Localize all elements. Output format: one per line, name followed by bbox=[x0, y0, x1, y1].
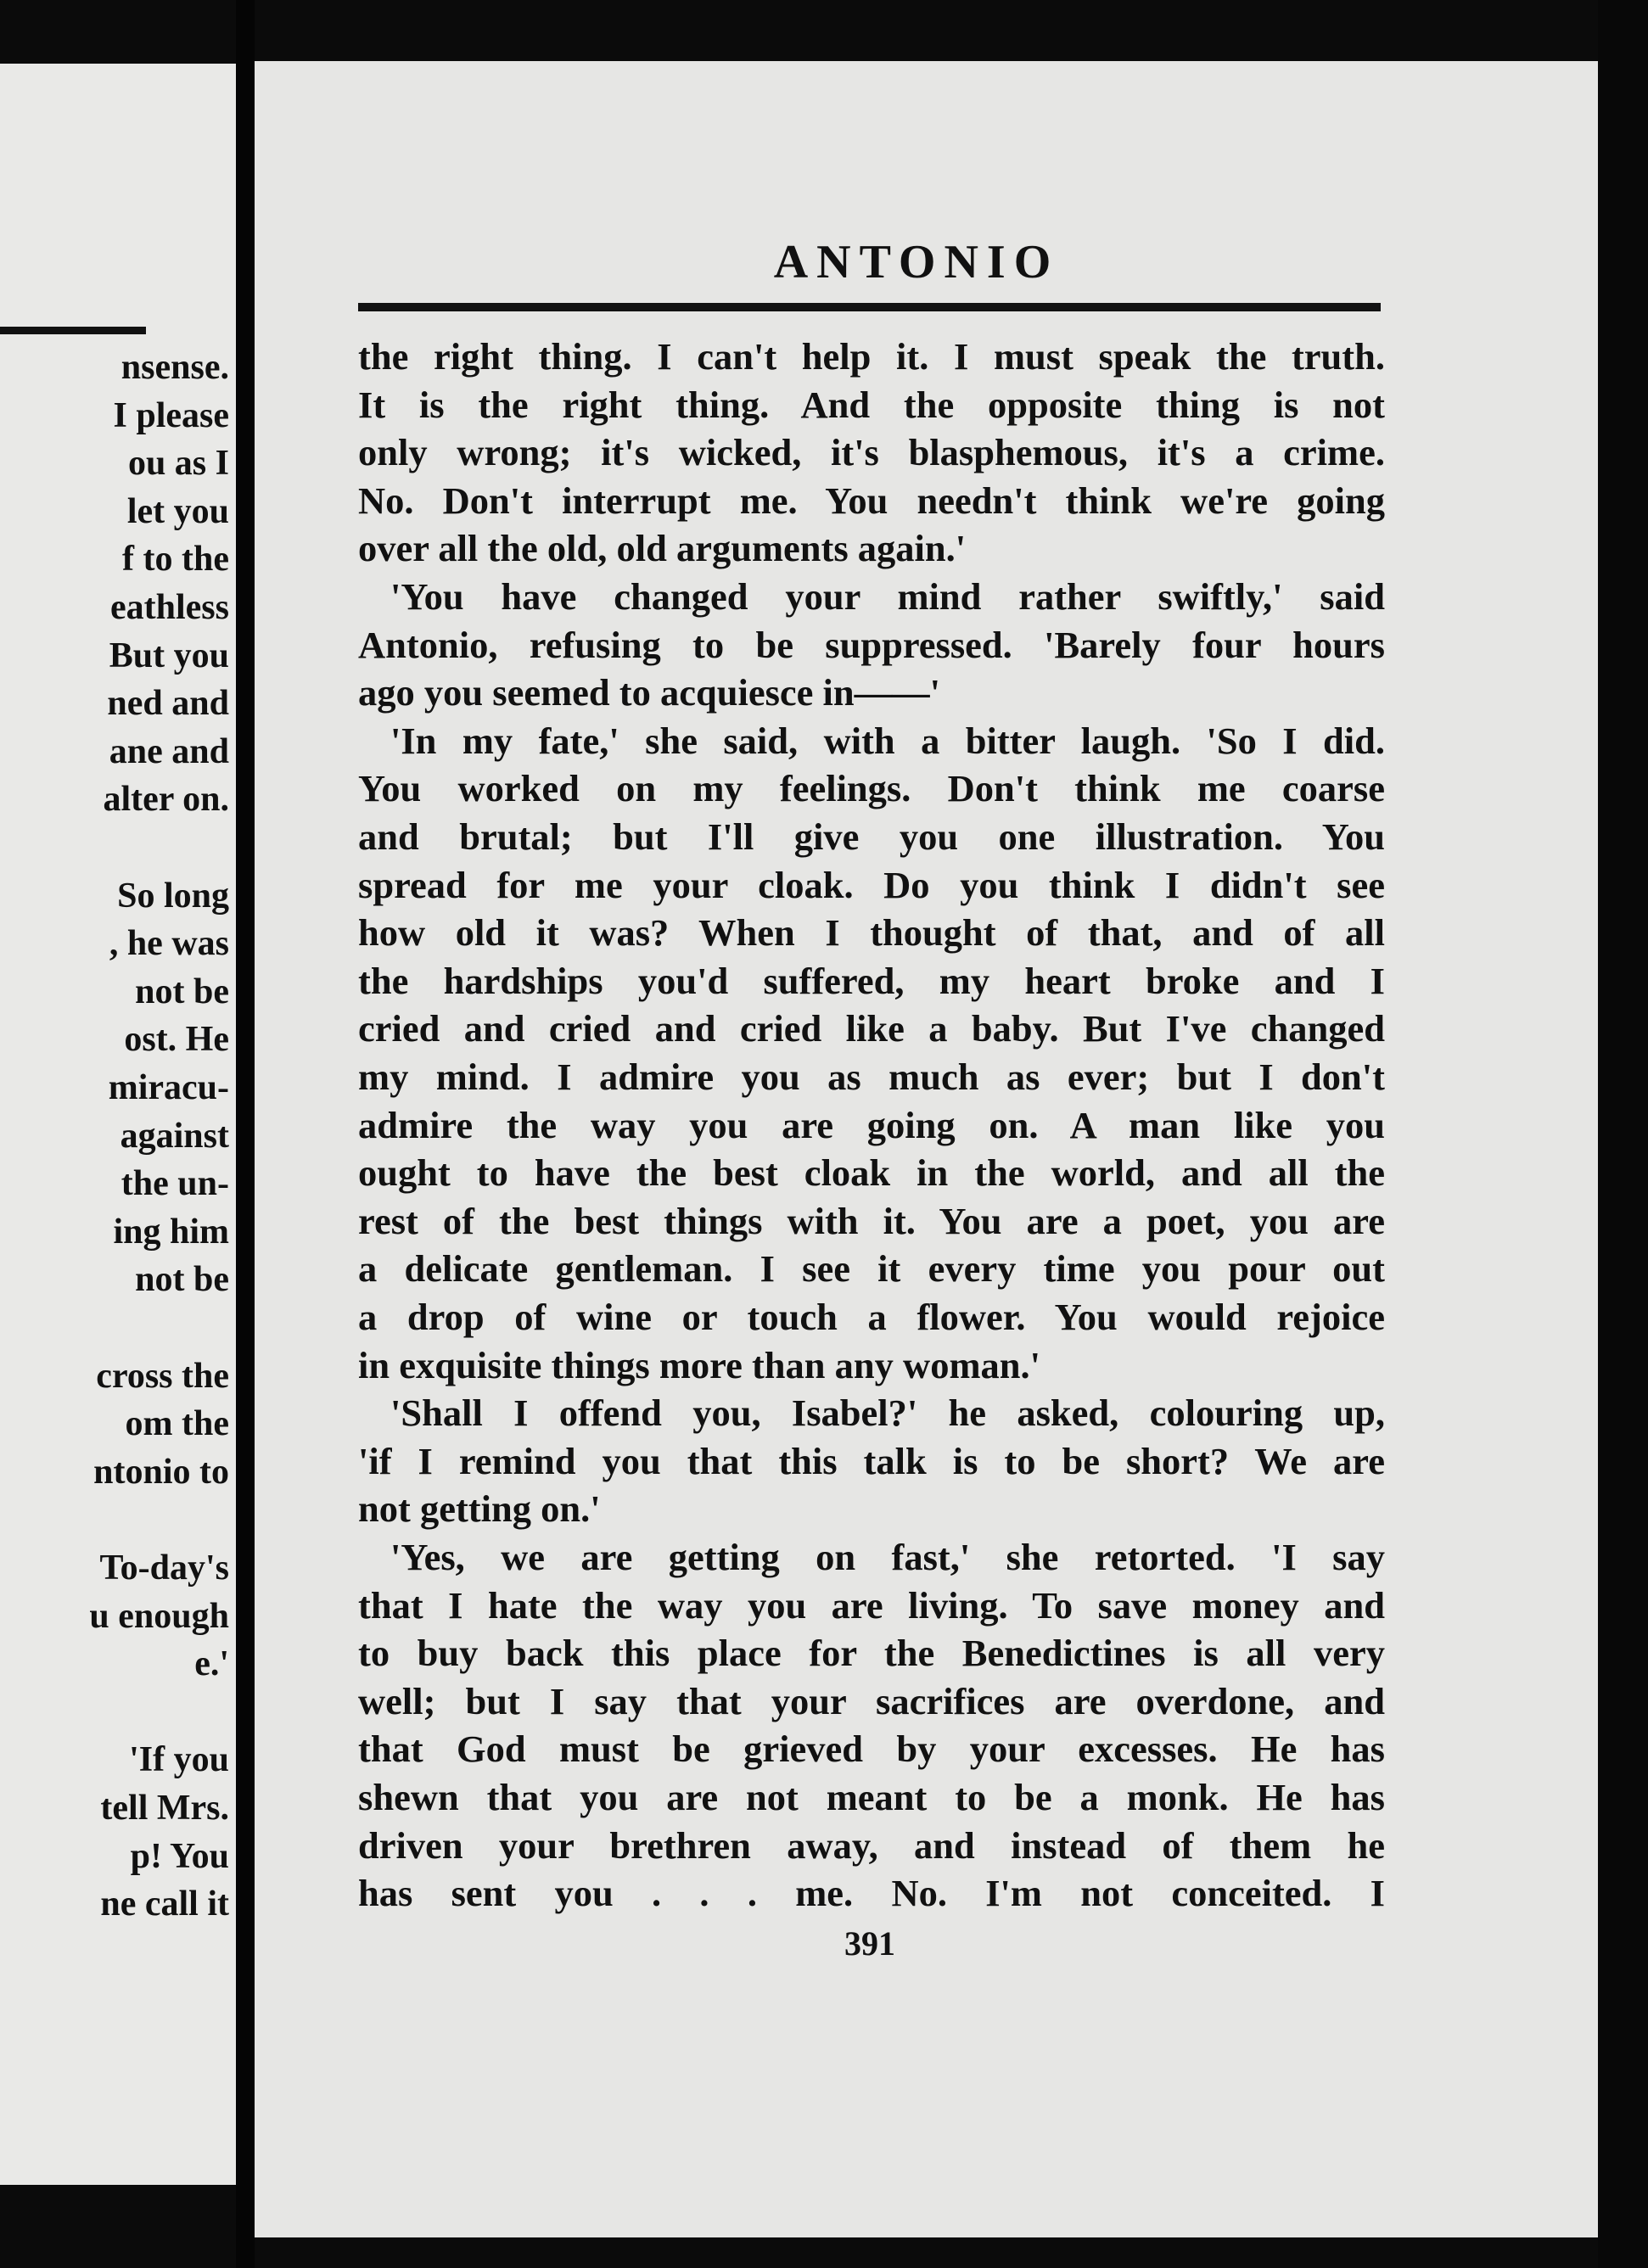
text-line: my mind. I admire you as much as ever; but I don't bbox=[358, 1056, 1385, 1098]
facing-text-line: ing him bbox=[113, 1212, 229, 1252]
text-line: rest of the best things with it. You are a poet, you are bbox=[358, 1199, 1385, 1242]
text-line: has sent you . . . me. No. I'm not conceited. I bbox=[358, 1872, 1385, 1915]
scan-border bbox=[1598, 0, 1648, 2268]
facing-text-line: ane and bbox=[109, 731, 229, 771]
text-line: 'In my fate,' she said, with a bitter laugh. 'So I did. bbox=[390, 719, 1385, 762]
text-line: shewn that you are not meant to be a monk. He has bbox=[358, 1776, 1385, 1818]
text-line: ago you seemed to acquiesce in——' bbox=[358, 671, 940, 714]
facing-text-line: let you bbox=[126, 491, 229, 531]
text-line: in exquisite things more than any woman.' bbox=[358, 1343, 1040, 1386]
facing-page bbox=[0, 64, 236, 2185]
text-line: a delicate gentleman. I see it every time you pour out bbox=[358, 1247, 1385, 1291]
text-line: Antonio, refusing to be suppressed. 'Barely four hours bbox=[358, 623, 1385, 666]
facing-text-line: So long bbox=[117, 876, 229, 916]
book-page bbox=[255, 61, 1598, 2237]
header-rule bbox=[358, 303, 1381, 311]
text-line: ought to have the best cloak in the world, and all the bbox=[358, 1151, 1385, 1195]
text-line: well; but I say that your sacrifices are overdone, and bbox=[358, 1679, 1385, 1722]
text-line: to buy back this place for the Benedictines is all very bbox=[358, 1632, 1385, 1675]
facing-text-line: ned and bbox=[107, 684, 229, 724]
text-line: how old it was? When I thought of that, and of all bbox=[358, 911, 1385, 955]
facing-text-line: miracu- bbox=[108, 1068, 229, 1107]
facing-text-line: To-day's bbox=[99, 1548, 229, 1588]
facing-text-line: not be bbox=[135, 972, 229, 1011]
text-line: a drop of wine or touch a flower. You would rejoice bbox=[358, 1296, 1385, 1338]
facing-text-line: against bbox=[120, 1116, 229, 1156]
text-line: that I hate the way you are living. To save money and bbox=[358, 1583, 1385, 1627]
facing-text-line: om the bbox=[125, 1404, 229, 1444]
text-line: No. Don't interrupt me. You needn't think we're going bbox=[358, 479, 1385, 522]
facing-text-line: alter on. bbox=[103, 780, 229, 820]
facing-text-line: ou as I bbox=[127, 444, 229, 484]
text-line: cried and cried and cried like a baby. But I've changed bbox=[358, 1007, 1385, 1050]
text-line: and brutal; but I'll give you one illustration. You bbox=[358, 815, 1385, 858]
facing-text-line: tell Mrs. bbox=[100, 1789, 229, 1828]
text-line: 'Yes, we are getting on fast,' she retorted. 'I say bbox=[390, 1536, 1385, 1578]
text-line: not getting on.' bbox=[358, 1487, 601, 1531]
facing-text-line: p! You bbox=[130, 1836, 229, 1876]
text-line: You worked on my feelings. Don't think me coarse bbox=[358, 767, 1385, 810]
text-line: admire the way you are going on. A man like you bbox=[358, 1103, 1385, 1146]
text-line: over all the old, old arguments again.' bbox=[358, 527, 967, 570]
text-line: the right thing. I can't help it. I must speak the truth. bbox=[358, 335, 1385, 378]
text-line: that God must be grieved by your excesses. He has bbox=[358, 1728, 1385, 1771]
page-number: 391 bbox=[844, 1924, 895, 1963]
facing-text-line: nsense. bbox=[121, 348, 229, 387]
facing-text-line: e.' bbox=[194, 1644, 229, 1684]
text-line: spread for me your cloak. Do you think I didn't see bbox=[358, 863, 1385, 906]
running-header: ANTONIO bbox=[773, 236, 1060, 288]
facing-text-line: , he was bbox=[109, 924, 229, 964]
facing-text-line: ost. He bbox=[124, 1020, 229, 1060]
facing-page-rule bbox=[0, 327, 146, 334]
facing-text-line: eathless bbox=[110, 588, 229, 627]
text-line: 'You have changed your mind rather swiftly,' said bbox=[390, 575, 1385, 618]
book-gutter bbox=[236, 0, 255, 2268]
facing-text-line: ne call it bbox=[100, 1884, 229, 1924]
text-line: 'Shall I offend you, Isabel?' he asked, colouring up, bbox=[390, 1392, 1385, 1435]
facing-text-line: not be bbox=[135, 1260, 229, 1300]
facing-text-line: But you bbox=[109, 636, 229, 675]
facing-text-line: 'If you bbox=[129, 1740, 229, 1780]
facing-text-line: the un- bbox=[121, 1164, 229, 1204]
text-line: the hardships you'd suffered, my heart broke and I bbox=[358, 959, 1385, 1002]
facing-text-line: cross the bbox=[96, 1356, 229, 1396]
facing-text-line: u enough bbox=[89, 1596, 229, 1636]
text-line: It is the right thing. And the opposite thing is not bbox=[358, 383, 1385, 426]
text-line: only wrong; it's wicked, it's blasphemous, it's a crime. bbox=[358, 431, 1385, 474]
text-line: 'if I remind you that this talk is to be short? We are bbox=[358, 1439, 1385, 1482]
facing-text-line: ntonio to bbox=[93, 1452, 229, 1492]
facing-text-line: I please bbox=[113, 395, 229, 435]
facing-text-line: f to the bbox=[122, 540, 229, 580]
text-line: driven your brethren away, and instead of them he bbox=[358, 1823, 1385, 1867]
